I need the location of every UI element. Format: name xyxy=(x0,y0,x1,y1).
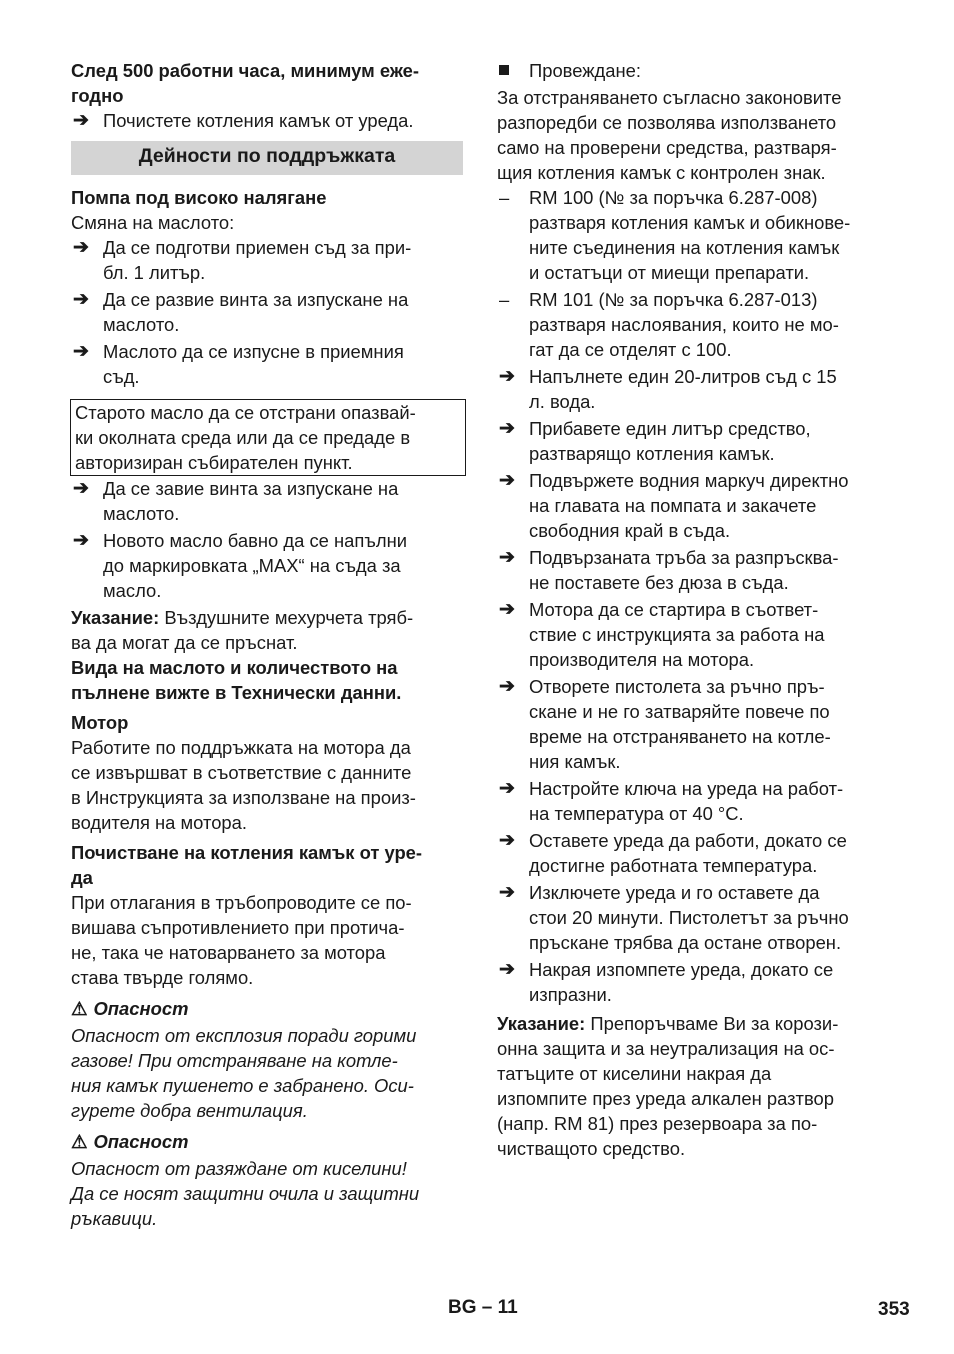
step-line: Да се развие винта за изпускане на xyxy=(103,289,409,310)
disposal-bullet xyxy=(497,58,889,83)
step-item xyxy=(497,674,889,774)
step-line: изпразни. xyxy=(529,984,612,1005)
dash-bullet-icon: – xyxy=(499,289,510,310)
arrow-right-icon: ➔ xyxy=(73,289,89,310)
descale-line: не, така че натоварването за мотора xyxy=(71,942,386,963)
arrow-right-icon: ➔ xyxy=(73,237,89,258)
motor-line: Работите по поддръжката на мотора да xyxy=(71,737,411,758)
arrow-right-icon: ➔ xyxy=(499,830,515,851)
step-line: ния камък. xyxy=(529,751,621,772)
step-line: Новото масло бавно да се напълни xyxy=(103,530,407,551)
note-line: авторизиран събирателен пункт. xyxy=(75,452,353,473)
arrow-right-icon: ➔ xyxy=(73,478,89,499)
disposal-line: разпоредби се позволява използването xyxy=(497,112,837,133)
step-line: маслото. xyxy=(103,314,180,335)
hint-line: (напр. RM 81) през резервоара за по- xyxy=(497,1113,818,1134)
hint-line: чистващото средство. xyxy=(497,1138,686,1159)
step-line: разтварящо котления камък. xyxy=(529,443,775,464)
step-line: на температура от 40 °C. xyxy=(529,803,744,824)
step-line: Накрая изпомпете уреда, докато се xyxy=(529,959,834,980)
step-line: Настройте ключа на уреда на работ- xyxy=(529,778,844,799)
page-number: 353 xyxy=(878,1299,910,1320)
step-item xyxy=(497,287,889,362)
step-line: ните съединения на котления камък xyxy=(529,237,840,258)
arrow-right-icon: ➔ xyxy=(73,341,89,362)
disposal-line: За отстраняването съгласно законовите xyxy=(497,87,842,108)
hint-line: Препоръчваме Ви за корози- xyxy=(585,1013,839,1034)
descale-line: При отлагания в тръбопроводите се по- xyxy=(71,892,412,913)
step-line: Мотора да се стартира в съответ- xyxy=(529,599,819,620)
arrow-right-icon: ➔ xyxy=(73,530,89,551)
motor-line: в Инструкцията за използване на произ- xyxy=(71,787,416,808)
step-item xyxy=(71,287,463,337)
step-line: разтваря наслоявания, които не мо- xyxy=(529,314,839,335)
step-line: Маслото да се изпусне в приемния xyxy=(103,341,404,362)
left-column xyxy=(71,58,463,1231)
arrow-right-icon: ➔ xyxy=(499,959,515,980)
oil-type-line: пълнене вижте в Технически данни. xyxy=(71,682,402,703)
step-line: Подвържете водния маркуч директно xyxy=(529,470,849,491)
arrow-right-icon: ➔ xyxy=(499,366,515,387)
section-title: Дейности по поддръжката xyxy=(71,141,463,175)
step-item xyxy=(71,235,463,285)
arrow-right-icon: ➔ xyxy=(499,882,515,903)
step-item xyxy=(497,545,889,595)
oil-type-note xyxy=(71,655,463,705)
step-line: RM 100 (№ за поръчка 6.287-008) xyxy=(529,187,818,208)
arrow-right-icon: ➔ xyxy=(499,778,515,799)
danger-line: Да се носят защитни очила и защитни xyxy=(71,1183,420,1204)
note-line: ки околната среда или да се предаде в xyxy=(75,427,411,448)
descale-line: става твърде голямо. xyxy=(71,967,254,988)
step-line: RM 101 (№ за поръчка 6.287-013) xyxy=(529,289,818,310)
hint-label: Указание: xyxy=(71,607,160,628)
corrosion-hint xyxy=(497,1011,889,1161)
step-line: на главата на помпата и закачете xyxy=(529,495,817,516)
oil-steps-1 xyxy=(71,235,463,389)
step-clean xyxy=(71,108,463,133)
step-item xyxy=(497,957,889,1007)
step-line: Изключете уреда и го оставете да xyxy=(529,882,820,903)
step-line: не поставете без дюза в съда. xyxy=(529,572,789,593)
step-line: Оставете уреда да работи, докато се xyxy=(529,830,847,851)
step-line: свободния край в съда. xyxy=(529,520,731,541)
step-line: маслото. xyxy=(103,503,180,524)
descale-text xyxy=(71,890,463,990)
step-line: бл. 1 литър. xyxy=(103,262,206,283)
step-line: Отворете пистолета за ръчно пръ- xyxy=(529,676,825,697)
step-item xyxy=(71,339,463,389)
arrow-right-icon: ➔ xyxy=(499,547,515,568)
step-line: разтваря котления камък и обикнове- xyxy=(529,212,851,233)
step-line: Да се завие винта за изпускане на xyxy=(103,478,399,499)
danger-label: Опасност xyxy=(93,1131,189,1152)
step-line: Подвързаната тръба за разпръсква- xyxy=(529,547,839,568)
step-line: л. вода. xyxy=(529,391,596,412)
step-item xyxy=(497,828,889,878)
interval-heading-line1: След 500 работни часа, минимум еже- xyxy=(71,60,419,81)
step-item xyxy=(497,597,889,672)
step-line: стои 20 минути. Пистолетът за ръчно xyxy=(529,907,849,928)
step-line: Прибавете един литър средство, xyxy=(529,418,811,439)
motor-line: се извършват в съответствие с данните xyxy=(71,762,412,783)
square-bullet-icon xyxy=(499,65,509,75)
step-line: до маркировката „MAX“ на съда за xyxy=(103,555,401,576)
descale-steps xyxy=(497,364,889,1007)
motor-text xyxy=(71,735,463,835)
step-line: съд. xyxy=(103,366,140,387)
danger-line: ния камък пушенето е забранено. Оси- xyxy=(71,1075,414,1096)
hint-text: ва да могат да се пръснат. xyxy=(71,632,298,653)
step-line: достигне работната температура. xyxy=(529,855,818,876)
agent-list xyxy=(497,185,889,362)
disposal-label: Провеждане: xyxy=(529,60,642,81)
step-line: производителя на мотора. xyxy=(529,649,755,670)
hint-label: Указание: xyxy=(497,1013,586,1034)
step-item xyxy=(497,364,889,414)
descale-line: вишава съпротивлението при протича- xyxy=(71,917,405,938)
step-line: Да се подготви приемен съд за при- xyxy=(103,237,412,258)
danger-text-1 xyxy=(71,1023,463,1123)
step-line: ствие с инструкцията за работа на xyxy=(529,624,825,645)
hint-line: онна защита и за неутрализация на ос- xyxy=(497,1038,835,1059)
motor-heading: Мотор xyxy=(71,712,129,733)
note-line: Старото масло да се отстрани опазвай- xyxy=(75,402,416,423)
step-line: пръскане трябва да остане отворен. xyxy=(529,932,842,953)
hint-line: изпомпите през уреда алкален разтвор xyxy=(497,1088,834,1109)
danger-heading-1 xyxy=(71,996,463,1021)
hint-text: Въздушните мехурчета тряб- xyxy=(159,607,414,628)
step-item xyxy=(497,880,889,955)
arrow-right-icon: ➔ xyxy=(499,676,515,697)
environment-note-box xyxy=(70,399,466,476)
step-item xyxy=(497,185,889,285)
danger-line: Опасност от експлозия поради горими xyxy=(71,1025,417,1046)
disposal-line: щия котления камък с контролен знак. xyxy=(497,162,826,183)
danger-heading-2 xyxy=(71,1129,463,1154)
danger-text-2 xyxy=(71,1156,463,1231)
disposal-text xyxy=(497,85,889,185)
step-text: Почистете котления камък от уреда. xyxy=(103,110,414,131)
disposal-line: само на проверени средства, разтваря- xyxy=(497,137,837,158)
arrow-right-icon: ➔ xyxy=(499,599,515,620)
step-item xyxy=(497,468,889,543)
air-bubbles-hint xyxy=(71,605,463,655)
arrow-right-icon: ➔ xyxy=(73,110,89,131)
oil-change-label: Смяна на маслото: xyxy=(71,212,235,233)
pump-heading: Помпа под високо налягане xyxy=(71,187,327,208)
step-line: масло. xyxy=(103,580,162,601)
interval-heading-line2: годно xyxy=(71,85,124,106)
step-item xyxy=(71,476,463,526)
danger-label: Опасност xyxy=(93,998,189,1019)
step-item xyxy=(497,776,889,826)
right-column xyxy=(497,58,889,1161)
danger-line: Опасност от разяждане от киселини! xyxy=(71,1158,407,1179)
descale-heading-line: Почистване на котления камък от уре- xyxy=(71,842,423,863)
arrow-right-icon: ➔ xyxy=(499,418,515,439)
step-line: и остатъци от миещи препарати. xyxy=(529,262,810,283)
motor-line: водителя на мотора. xyxy=(71,812,247,833)
hint-line: татъците от киселини накрая да xyxy=(497,1063,772,1084)
dash-bullet-icon: – xyxy=(499,187,510,208)
warning-triangle-icon: ⚠ xyxy=(71,998,88,1019)
danger-line: ръкавици. xyxy=(71,1208,158,1229)
danger-line: газове! При отстраняване на котле- xyxy=(71,1050,398,1071)
interval-heading xyxy=(71,58,463,108)
oil-type-line: Вида на маслото и количеството на xyxy=(71,657,398,678)
warning-triangle-icon: ⚠ xyxy=(71,1131,88,1152)
step-line: скане и не го затваряйте повече по xyxy=(529,701,830,722)
arrow-right-icon: ➔ xyxy=(499,470,515,491)
step-item xyxy=(497,416,889,466)
step-item xyxy=(71,528,463,603)
step-line: Напълнете един 20-литров съд с 15 xyxy=(529,366,837,387)
descale-heading-line: да xyxy=(71,867,93,888)
oil-steps-2 xyxy=(71,476,463,603)
descale-heading xyxy=(71,840,463,890)
danger-line: гурете добра вентилация. xyxy=(71,1100,308,1121)
footer-language-page: BG – 11 xyxy=(448,1297,518,1318)
step-line: време на отстраняването на котле- xyxy=(529,726,831,747)
step-line: гат да се отделят с 100. xyxy=(529,339,732,360)
